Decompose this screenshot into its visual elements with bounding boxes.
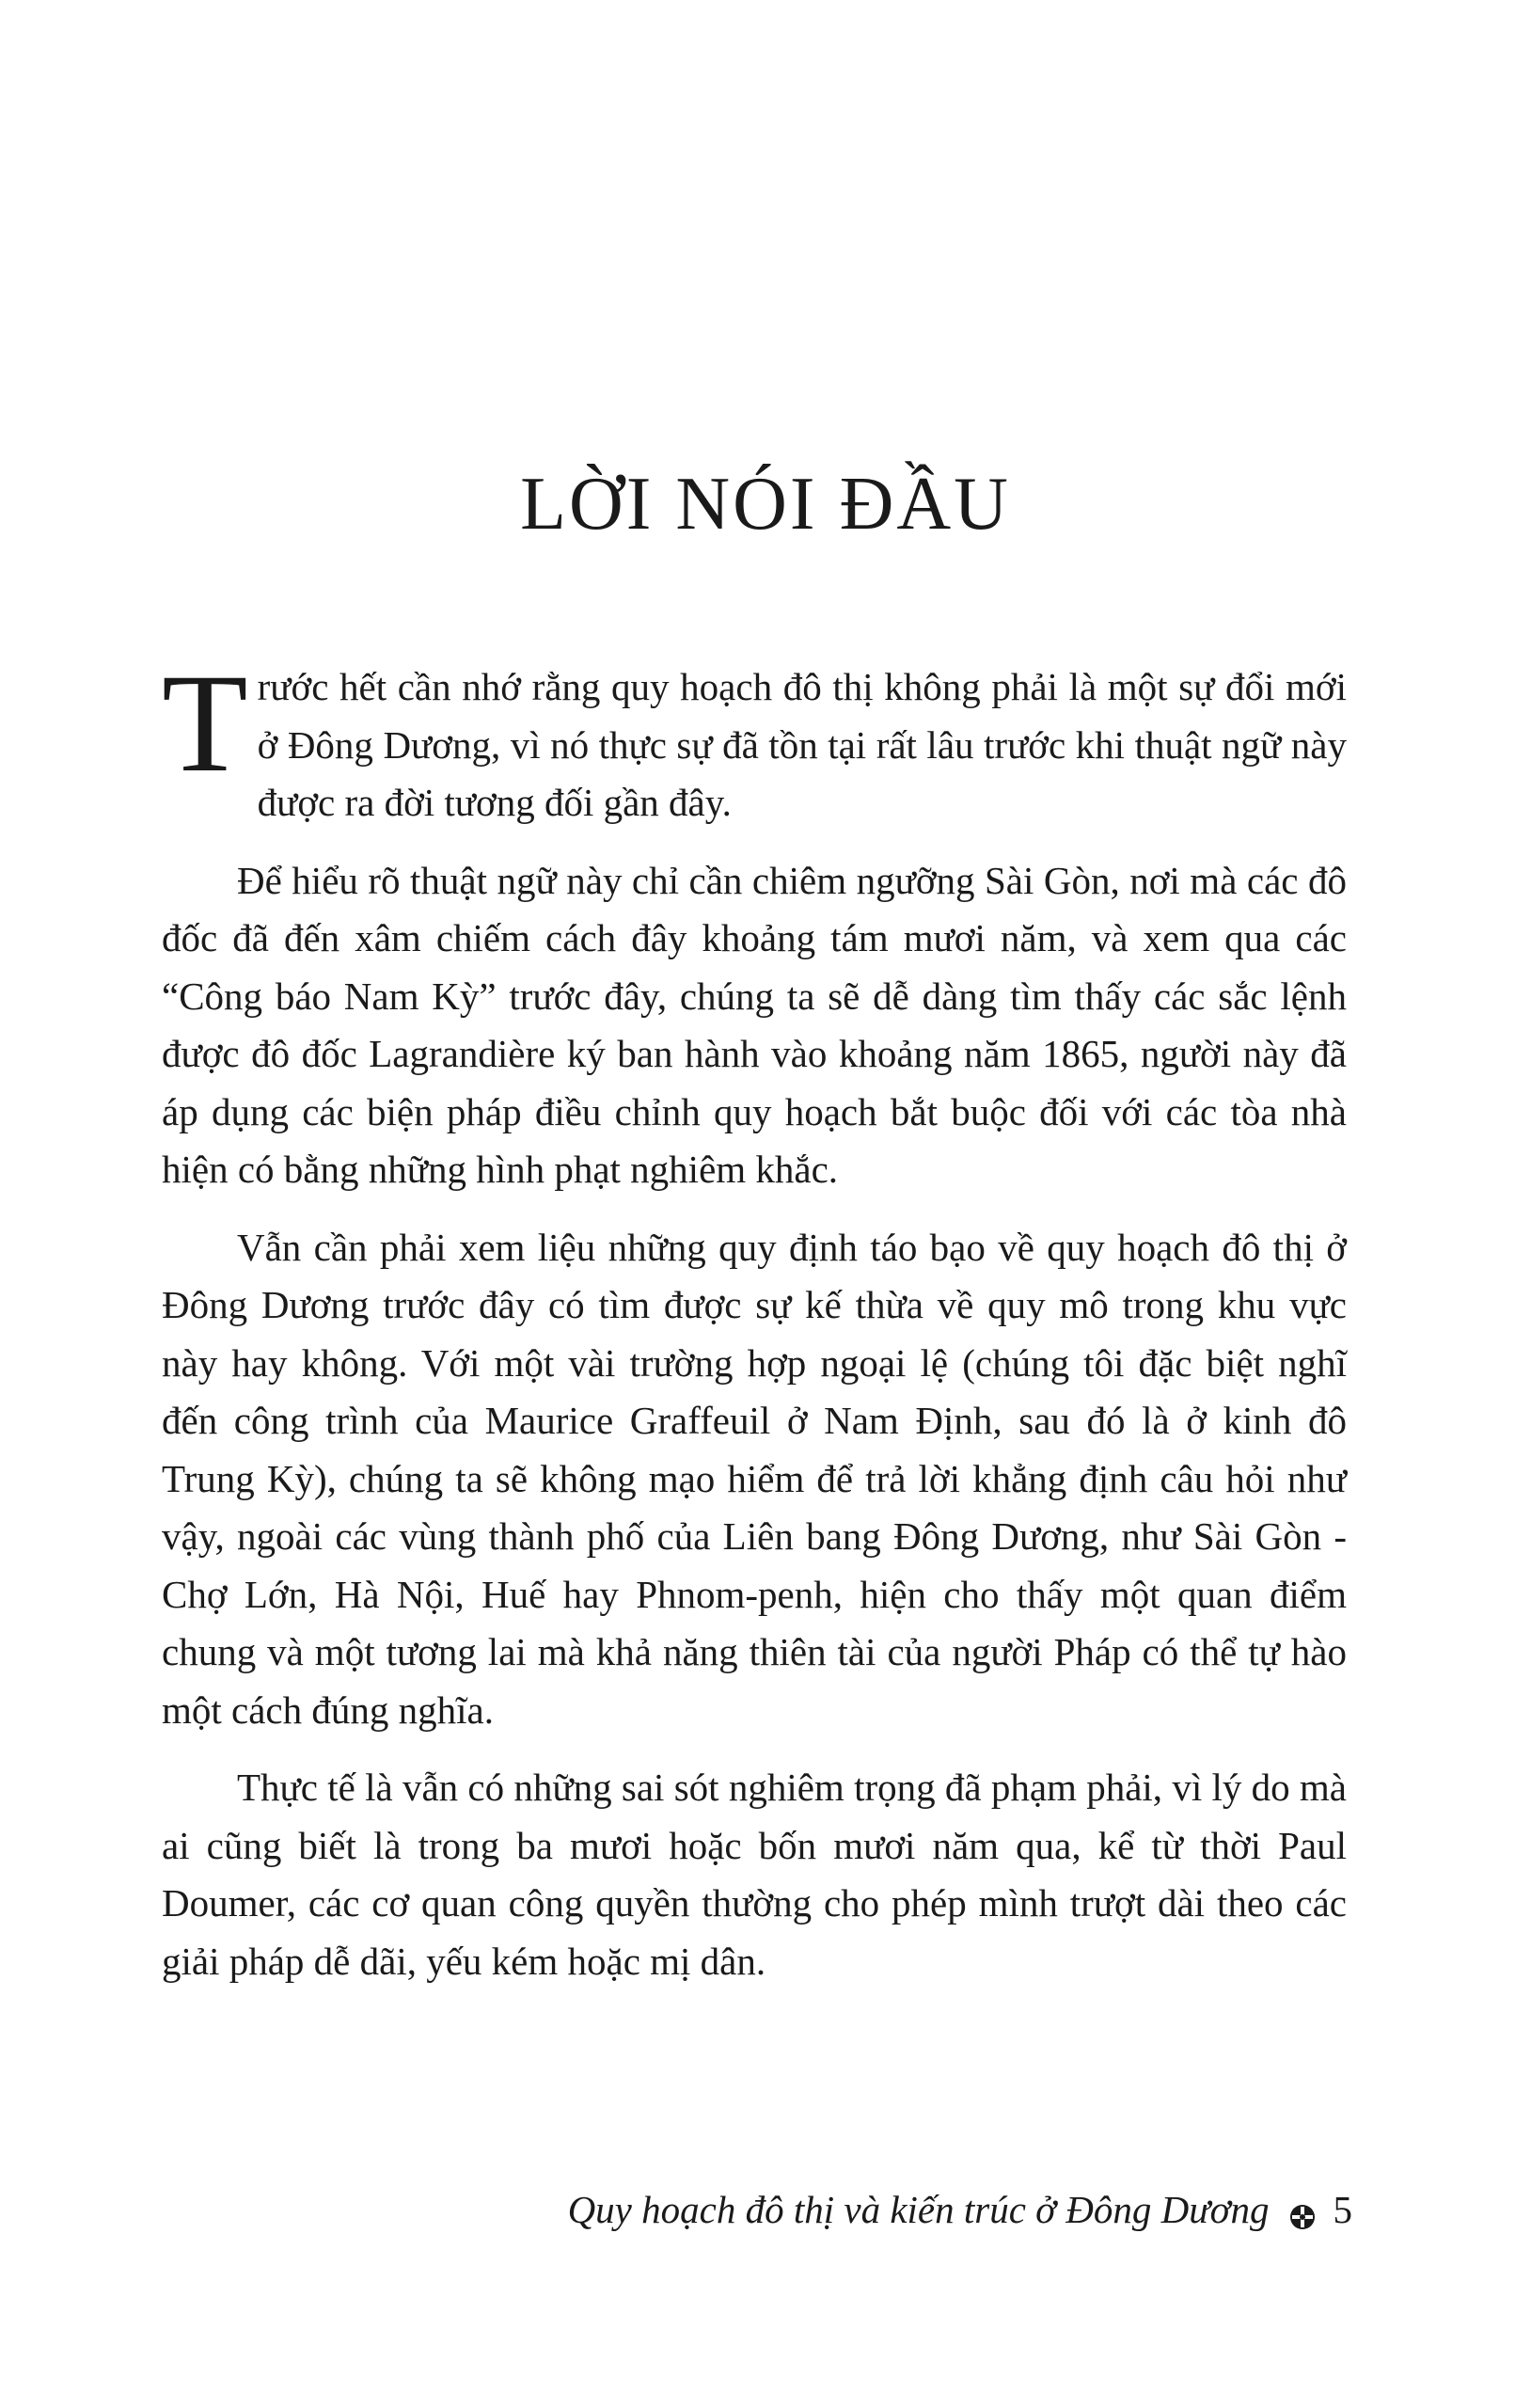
chapter-body xyxy=(162,645,1347,2010)
paragraph-1 xyxy=(162,645,1347,832)
page-number: 5 xyxy=(1333,2188,1352,2231)
paragraph-2: Để hiểu rõ thuật ngữ này chỉ cần chiêm ngưỡng Sài Gòn, nơi mà các đô đốc đã đến xâm chiếm cách đây khoảng tám mươi năm, và xem qua các “Công báo Nam Kỳ” trước đây, chúng ta sẽ dễ dàng tìm thấy các sắc lệnh được đô đốc Lagrandière ký ban hành vào khoảng năm 1865, người này đã áp dụng các biện pháp điều chỉnh quy hoạch bắt buộc đối với các tòa nhà hiện có bằng những hình phạt nghiêm khắc. xyxy=(162,858,1347,1191)
chapter-title: LỜI NÓI ĐẦU xyxy=(520,463,1011,546)
cross-circle-ornament-icon xyxy=(1288,2195,1317,2224)
paragraph-4: Thực tế là vẫn có những sai sót nghiêm trọng đã phạm phải, vì lý do mà ai cũng biết là trong ba mươi hoặc bốn mươi năm qua, kể từ thời Paul Doumer, các cơ quan công quyền thường cho phép mình trượt dài theo các giải pháp dễ dãi, yếu kém hoặc mị dân. xyxy=(162,1766,1347,1983)
paragraph-3: Vẫn cần phải xem liệu những quy định táo bạo về quy hoạch đô thị ở Đông Dương trước đây có tìm được sự kế thừa về quy mô trong khu vực này hay không. Với một vài trường hợp ngoại lệ (chúng tôi đặc biệt nghĩ đến công trình của Maurice Graffeuil ở Nam Định, sau đó là ở kinh đô Trung Kỳ), chúng ta sẽ không mạo hiểm để trả lời khẳng định câu hỏi như vậy, ngoài các vùng thành phố của Liên bang Đông Dương, như Sài Gòn - Chợ Lớn, Hà Nội, Huế hay Phnom-penh, hiện cho thấy một quan điểm chung và một tương lai mà khả năng thiên tài của người Pháp có thể tự hào một cách đúng nghĩa. xyxy=(162,1225,1347,1732)
paragraph-1-text: rước hết cần nhớ rằng quy hoạch đô thị không phải là một sự đổi mới ở Đông Dương, vì nó thực sự đã tồn tại rất lâu trước khi thuật ngữ này được ra đời tương đối gần đây. xyxy=(257,665,1347,824)
running-footer-title: Quy hoạch đô thị và kiến trúc ở Đông Dương xyxy=(567,2188,1270,2231)
drop-cap: T xyxy=(162,645,248,801)
page-footer xyxy=(568,2187,1352,2232)
